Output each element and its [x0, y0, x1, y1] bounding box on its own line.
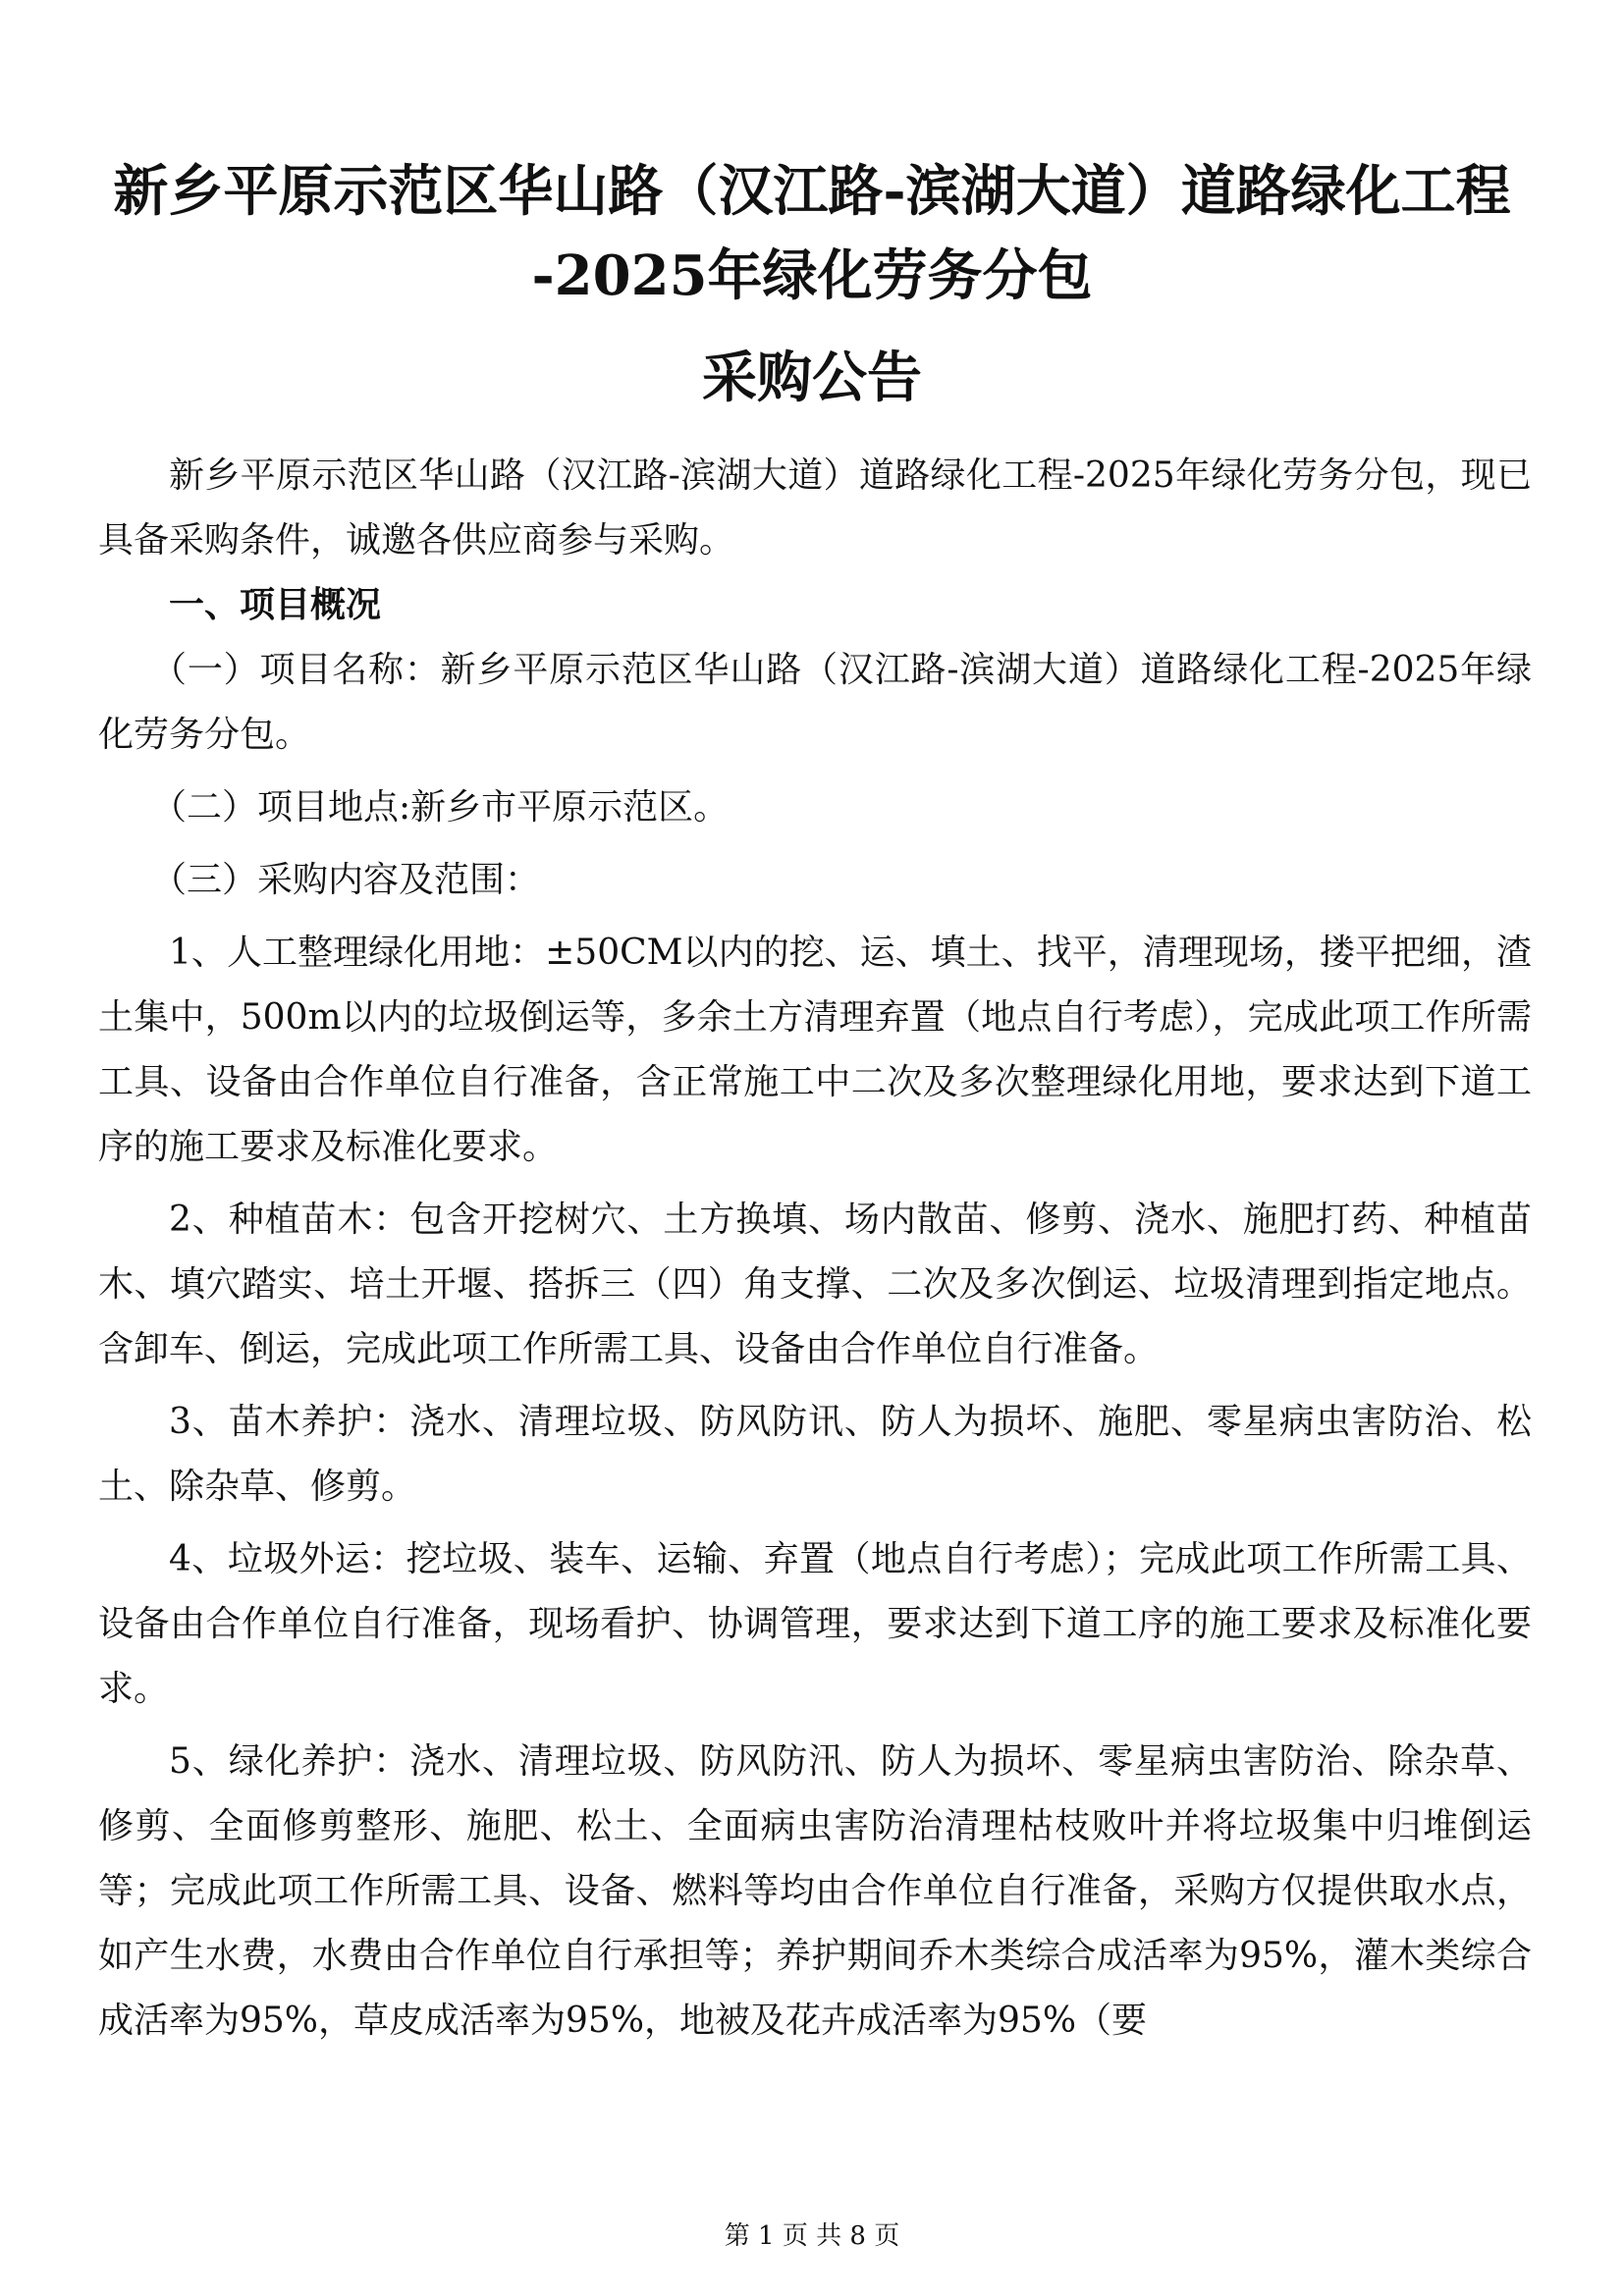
scope-item-2: 2、种植苗木：包含开挖树穴、土方换填、场内散苗、修剪、浇水、施肥打药、种植苗木、填穴踏实、培土开堰、搭拆三（四）角支撑、二次及多次倒运、垃圾清理到指定地点。含卸车、倒运，完成此项工作所需工具、设备由合作单位自行准备。 — [98, 1200, 1532, 1369]
item-project-name: （一）项目名称：新乡平原示范区华山路（汉江路-滨湖大道）道路绿化工程-2025年绿化劳务分包。 — [98, 650, 1532, 755]
document-title-line-2: -2025年绿化劳务分包 — [531, 243, 1093, 308]
document-title-line-3: 采购公告 — [702, 346, 922, 410]
intro-paragraph: 新乡平原示范区华山路（汉江路-滨湖大道）道路绿化工程-2025年绿化劳务分包，现已具备采购条件，诚邀各供应商参与采购。 — [98, 455, 1532, 561]
document-body — [98, 444, 1532, 2054]
scope-item-3: 3、苗木养护：浇水、清理垃圾、防风防讯、防人为损坏、施肥、零星病虫害防治、松土、除杂草、修剪。 — [98, 1402, 1532, 1507]
page-footer: 第 1 页 共 8 页 — [724, 2221, 900, 2251]
section-heading-project-overview: 一、项目概况 — [169, 585, 382, 625]
document-title-line-1: 新乡平原示范区华山路（汉江路-滨湖大道）道路绿化工程 — [113, 159, 1511, 224]
scope-item-4: 4、垃圾外运：挖垃圾、装车、运输、弃置（地点自行考虑）；完成此项工作所需工具、设备由合作单位自行准备，现场看护、协调管理，要求达到下道工序的施工要求及标准化要求。 — [98, 1539, 1532, 1709]
scope-item-5: 5、绿化养护：浇水、清理垃圾、防风防汛、防人为损坏、零星病虫害防治、除杂草、修剪、全面修剪整形、施肥、松土、全面病虫害防治清理枯枝败叶并将垃圾集中归堆倒运等；完成此项工作所需工具、设备、燃料等均由合作单位自行准备，采购方仅提供取水点，如产生水费，水费由合作单位自行承担等；养护期间乔木类综合成活率为95%，灌木类综合成活率为95%，草皮成活率为95%，地被及花卉成活率为95%（要 — [98, 1741, 1532, 2041]
item-procurement-scope: （三）采购内容及范围： — [151, 860, 541, 900]
item-project-location: （二）项目地点:新乡市平原示范区。 — [151, 787, 730, 828]
scope-item-1: 1、人工整理绿化用地：±50CM以内的挖、运、填土、找平，清理现场，搂平把细，渣土集中，500m以内的垃圾倒运等，多余土方清理弃置（地点自行考虑），完成此项工作所需工具、设备由合作单位自行准备，含正常施工中二次及多次整理绿化用地，要求达到下道工序的施工要求及标准化要求。 — [98, 933, 1532, 1167]
